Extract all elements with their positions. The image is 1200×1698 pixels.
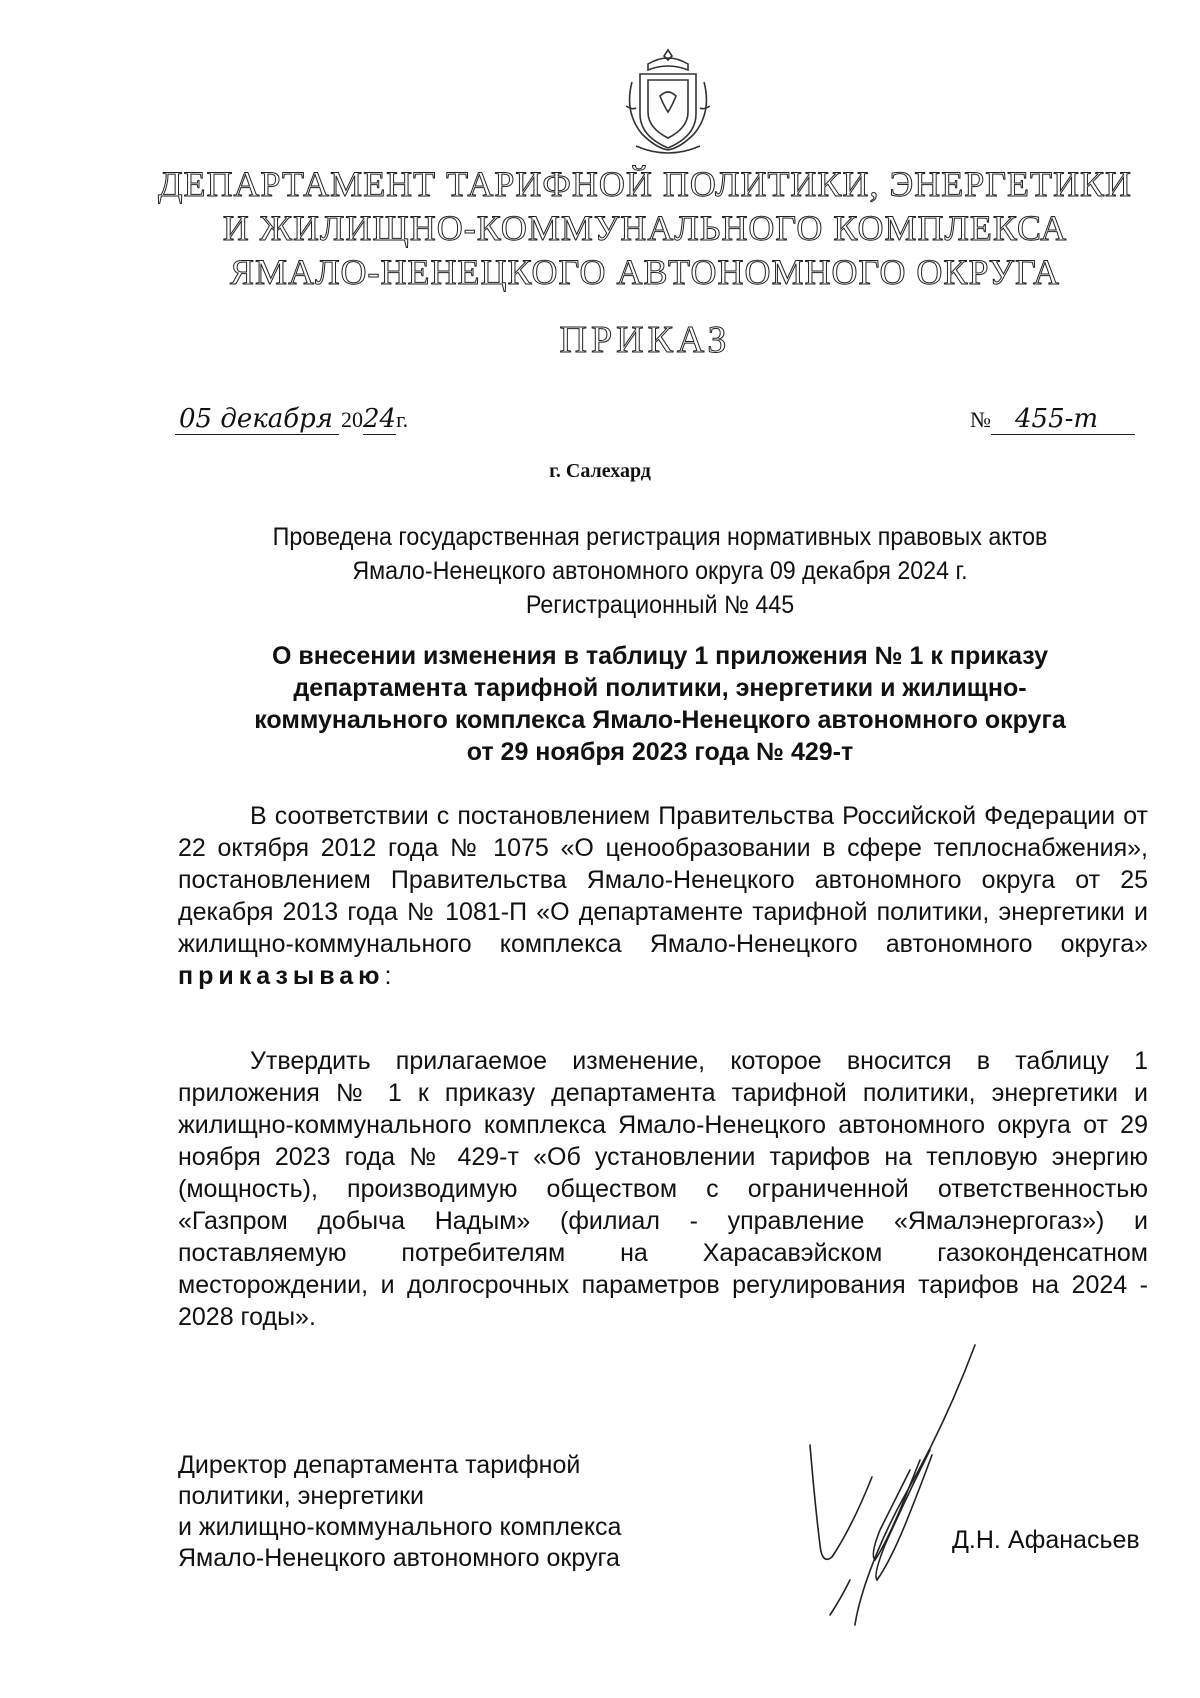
- order-number: [970, 404, 1135, 435]
- department-name-line-3: ЯМАЛО-НЕНЕЦКОГО АВТОНОМНОГО ОКРУГА: [230, 252, 1060, 292]
- position-line-3: и жилищно-коммунального комплекса: [178, 1513, 622, 1541]
- signatory-name: Д.Н. Афанасьев: [952, 1526, 1140, 1554]
- order-word: приказываю: [178, 962, 385, 990]
- registration-line-3: Регистрационный № 445: [525, 591, 795, 619]
- document-title: [170, 640, 1150, 768]
- coat-of-arms-emblem: [618, 46, 718, 158]
- position-line-4: Ямало-Ненецкого автономного округа: [178, 1544, 620, 1572]
- registration-line-2: Ямало-Ненецкого автономного округа 09 декабря 2024 г.: [352, 557, 968, 585]
- date-day-month: 05 декабря: [175, 404, 339, 435]
- department-name-line-1: ДЕПАРТАМЕНТ ТАРИФНОЙ ПОЛИТИКИ, ЭНЕРГЕТИКИ: [157, 164, 1133, 204]
- body-paragraph-1: [178, 800, 1148, 992]
- title-line-2: департамента тарифной политики, энергетики и жилищно-: [293, 674, 1027, 702]
- signatory-position: [178, 1450, 738, 1574]
- position-line-2: политики, энергетики: [178, 1482, 424, 1510]
- registration-stamp: [195, 520, 1125, 622]
- title-line-1: О внесении изменения в таблицу 1 приложения № 1 к приказу: [271, 642, 1049, 670]
- department-name-line-2: И ЖИЛИЩНО-КОММУНАЛЬНОГО КОМПЛЕКСА: [222, 208, 1068, 248]
- order-colon: :: [384, 962, 392, 990]
- title-line-3: коммунального комплекса Ямало-Ненецкого автономного округа: [254, 706, 1066, 734]
- date-number-row: [175, 398, 1135, 448]
- title-line-4: от 29 ноября 2023 года № 429-т: [466, 738, 854, 766]
- date-year-suffix: 24: [363, 404, 397, 434]
- paragraph-1-text: В соответствии с постановлением Правительства Российской Федерации от 22 октября 2012 года № 1075 «О ценообразовании в сфере теплоснабжения», постановлением Правительства Ямало-Ненецкого автономного округа от 25 декабря 2013 года № 1081-П «О департаменте тарифной политики, энергетики и жилищно-коммунального комплекса Ямало-Ненецкого автономного округа»: [178, 802, 1148, 958]
- document-type-heading: ПРИКАЗ: [559, 319, 731, 361]
- number-value: 455-т: [991, 404, 1135, 435]
- position-line-1: Директор департамента тарифной: [178, 1451, 581, 1479]
- registration-line-1: Проведена государственная регистрация нормативных правовых актов: [272, 523, 1048, 551]
- city: г. Салехард: [549, 460, 651, 482]
- number-label: №: [970, 407, 991, 432]
- date-year-prefix: 20: [341, 407, 363, 432]
- handwritten-signature: [790, 1340, 990, 1640]
- body-paragraph-2: [178, 1045, 1148, 1333]
- paragraph-2-text: Утвердить прилагаемое изменение, которое вносится в таблицу 1 приложения № 1 к приказу департамента тарифной политики, энергетики и жилищно-коммунального комплекса Ямало-Ненецкого автономного округа от 29 ноября 2023 года № 429-т «Об установлении тарифов на тепловую энергию (мощность), производимую обществом с ограниченной ответственностью «Газпром добыча Надым» (филиал - управление «Ямалэнергогаз») и поставляемую потребителям на Харасавэйском газоконденсатном месторождении, и долгосрочных параметров регулирования тарифов на 2024 - 2028 годы».: [178, 1047, 1148, 1331]
- order-date: [175, 404, 408, 435]
- date-year-mark: г.: [396, 407, 409, 432]
